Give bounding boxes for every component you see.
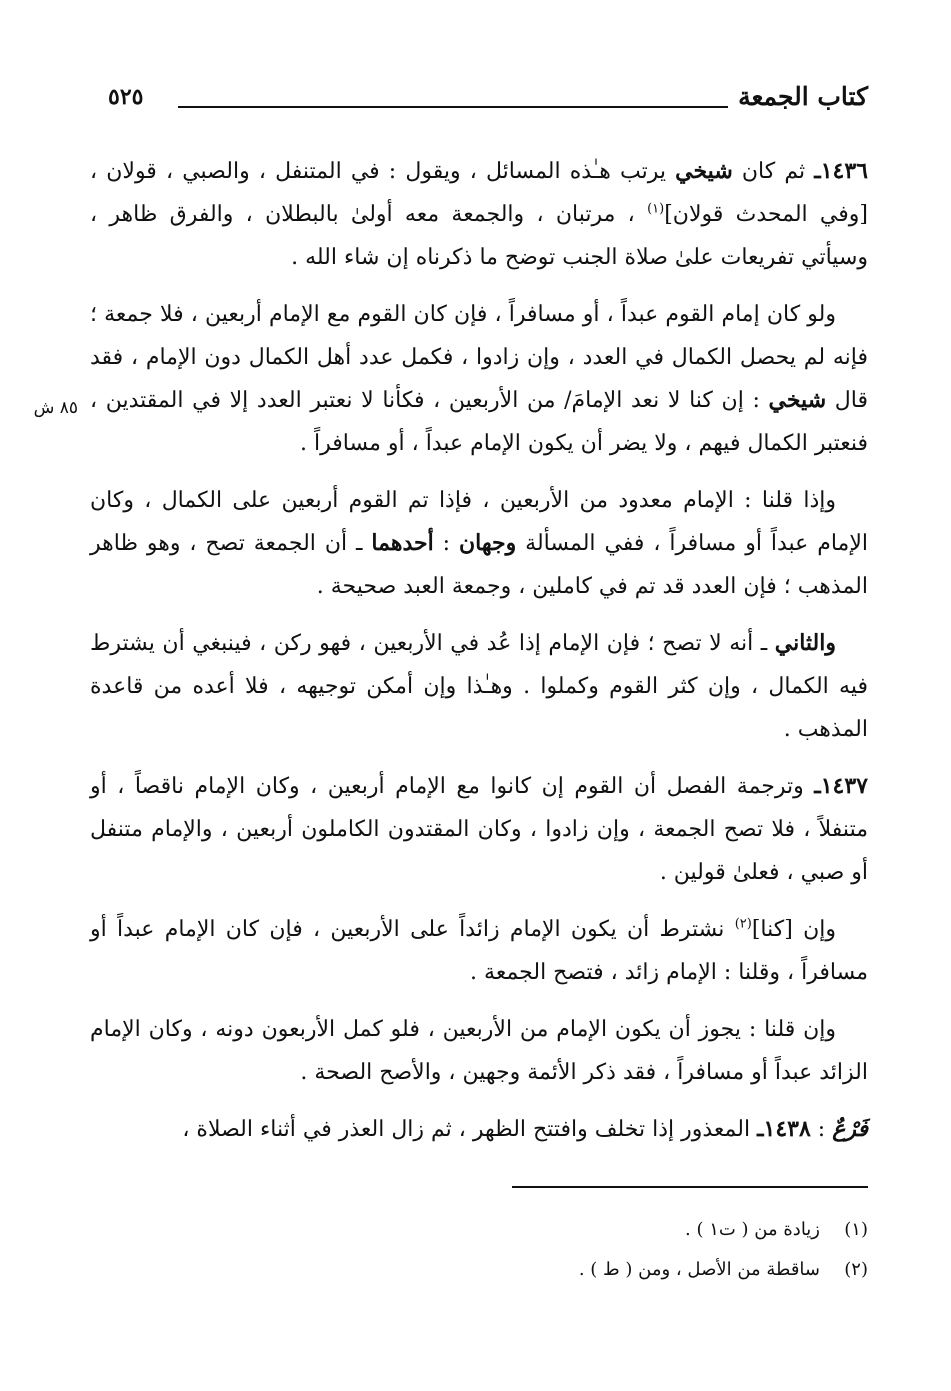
text-run: ولو كان إمام القوم عبداً ، أو مسافراً ، فإن كان القوم مع الإمام أربعين ، فلا جمعة ؛ فإنه لم يحصل الكمال في العدد ، وإن زادوا ، فكمل عدد أهل الكمال دون الإمام ، فقد قال (90, 302, 868, 413)
paragraph (90, 908, 868, 994)
paragraph (90, 1008, 868, 1094)
running-title: كتاب الجمعة (738, 82, 868, 111)
footnote-number: (٢) (844, 1259, 868, 1280)
header-rule (178, 106, 728, 108)
bold-term: أحدهما (371, 530, 434, 556)
footnote (300, 1210, 868, 1250)
bold-term: وجهان (459, 530, 517, 556)
footnote-text: ساقطة من الأصل ، ومن ( ط ) . (578, 1259, 820, 1280)
text-run: نشترط أن يكون الإمام زائداً على الأربعين ، فإن كان الإمام عبداً أو مسافراً ، وقلنا : الإمام زائد ، فتصح الجمعة . (90, 917, 868, 985)
footnotes (300, 1210, 868, 1290)
page-number: ٥٢٥ (108, 84, 144, 110)
issue-number: ١٤٣٨ـ (757, 1116, 811, 1142)
paragraph-1438 (90, 1108, 868, 1151)
section-label: فَرْعٌ (832, 1116, 868, 1142)
footnote-text: زيادة من ( ت١ ) . (685, 1219, 820, 1240)
main-text (90, 150, 868, 1157)
issue-number: ١٤٣٦ـ (814, 158, 868, 184)
bold-term: شيخي (675, 158, 733, 184)
text-run: ثم كان (732, 159, 815, 184)
issue-number: ١٤٣٧ـ (814, 773, 868, 799)
text-run: : إن كنا لا نعد الإمامَ/ من الأربعين ، فكأنا لا نعتبر العدد إلا في المقتدين ، فنعتبر الكمال فيهم ، ولا يضر أن يكون الإمام عبداً ، أو مسافراً . (90, 388, 868, 456)
text-run: : (433, 531, 459, 556)
text-run: يرتب هـٰذه المسائل ، ويقول : في المتنفل ، والصبي ، قولان ، [وفي المحدث قولان] (90, 159, 868, 227)
paragraph (90, 479, 868, 608)
text-run: وإن قلنا : يجوز أن يكون الإمام من الأربعين ، فلو كمل الأربعون دونه ، وكان الإمام الزائد عبداً أو مسافراً ، فقد ذكر الأئمة وجهين ، والأصح الصحة . (90, 1017, 868, 1085)
text-run: : (810, 1117, 833, 1142)
text-run: المعذور إذا تخلف وافتتح الظهر ، ثم زال العذر في أثناء الصلاة ، (182, 1117, 758, 1142)
footnote-rule (512, 1186, 868, 1188)
text-run: ـ أنه لا تصح ؛ فإن الإمام إذا عُد في الأربعين ، فهو ركن ، فينبغي أن يشترط فيه الكمال ، وإن كثر القوم وكملوا . وهـٰذا وإن أمكن توجيهه ، فلا أعده من قاعدة المذهب . (90, 631, 868, 742)
text-run: ، مرتبان ، والجمعة معه أولىٰ بالبطلان ، والفرق ظاهر ، وسيأتي تفريعات علىٰ صلاة الجنب توضح ما ذكرناه إن شاء الله . (90, 202, 868, 270)
paragraph (90, 293, 868, 465)
footnote-ref[interactable]: (١) (647, 201, 665, 217)
text-run: وإذا قلنا : الإمام معدود من الأربعين ، فإذا تم القوم أربعين على الكمال ، وكان الإمام عبداً أو مسافراً ، ففي المسألة (90, 488, 868, 556)
footnote (300, 1250, 868, 1290)
bold-term: شيخي (768, 387, 827, 413)
text-run: وترجمة الفصل أن القوم إن كانوا مع الإمام أربعين ، وكان الإمام ناقصاً ، أو متنفلاً ، فلا تصح الجمعة ، وإن زادوا ، وكان المقتدون الكاملون أربعين ، والإمام متنفل أو صبي ، فعلىٰ قولين . (90, 774, 868, 885)
page-header (108, 78, 868, 118)
footnote-number: (١) (844, 1219, 868, 1240)
footnote-ref[interactable]: (٢) (734, 916, 752, 932)
paragraph (90, 622, 868, 751)
text-run: ـ أن الجمعة تصح ، وهو ظاهر المذهب ؛ فإن العدد قد تم في كاملين ، وجمعة العبد صحيحة . (90, 531, 868, 599)
margin-note: ٨٥ ش (33, 398, 78, 418)
paragraph-1436 (90, 150, 868, 279)
text-run: وإن [كنا] (751, 917, 836, 942)
paragraph-1437 (90, 765, 868, 894)
bold-term: والثاني (774, 630, 836, 656)
